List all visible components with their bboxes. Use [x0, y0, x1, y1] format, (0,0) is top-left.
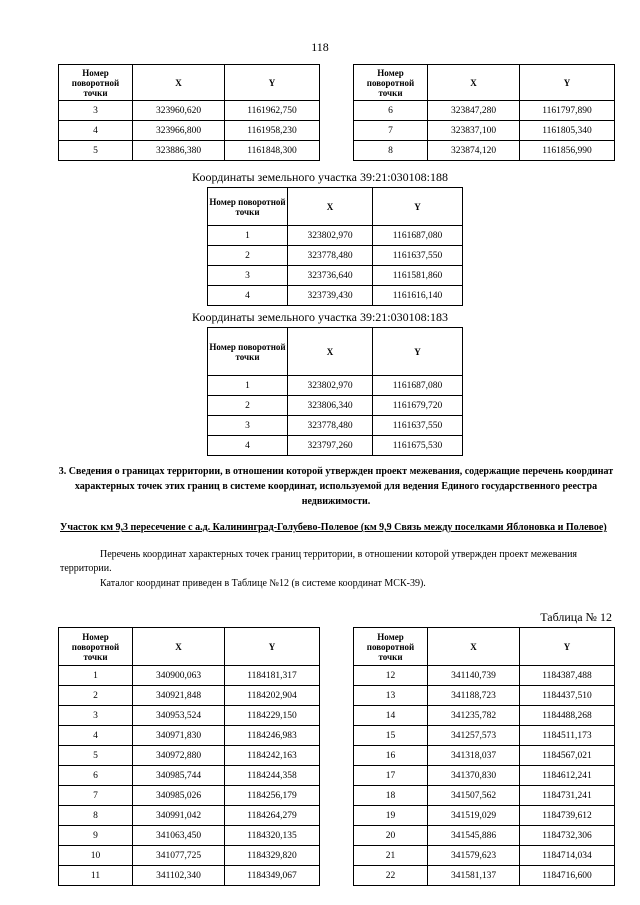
- col-header-x: X: [428, 628, 520, 666]
- point-number: 20: [354, 826, 428, 846]
- coord-x: 341140,739: [428, 666, 520, 686]
- coord-y: 1184567,021: [520, 746, 615, 766]
- table-row: [354, 766, 615, 786]
- parcel-188-caption: Координаты земельного участка 39:21:030108:188: [192, 170, 448, 184]
- parcel-183-table: [207, 327, 463, 456]
- table-12-label: Таблица № 12: [540, 610, 612, 624]
- point-number: 2: [208, 396, 288, 416]
- point-number: 12: [354, 666, 428, 686]
- point-number: 15: [354, 726, 428, 746]
- coord-x: 340971,830: [133, 726, 225, 746]
- point-number: 3: [208, 416, 288, 436]
- coord-x: 323802,970: [288, 226, 373, 246]
- coord-y: 1161637,550: [373, 416, 463, 436]
- coord-y: 1161856,990: [520, 141, 615, 161]
- point-number: 18: [354, 786, 428, 806]
- coord-y: 1184244,358: [225, 766, 320, 786]
- coord-y: 1184246,983: [225, 726, 320, 746]
- table-row: [208, 436, 463, 456]
- coord-y: 1184256,179: [225, 786, 320, 806]
- coord-y: 1161848,300: [225, 141, 320, 161]
- point-number: 4: [208, 436, 288, 456]
- point-number: 14: [354, 706, 428, 726]
- coord-y: 1184181,317: [225, 666, 320, 686]
- coord-x: 341077,725: [133, 846, 225, 866]
- table-row: [59, 726, 320, 746]
- table-row: [354, 826, 615, 846]
- coord-x: 323778,480: [288, 246, 373, 266]
- col-header-y: Y: [373, 328, 463, 376]
- table-row: [59, 686, 320, 706]
- table-row: [354, 141, 615, 161]
- coord-x: 323960,620: [133, 101, 225, 121]
- coord-x: 323778,480: [288, 416, 373, 436]
- point-number: 13: [354, 686, 428, 706]
- point-number: 6: [59, 766, 133, 786]
- table-row: [354, 786, 615, 806]
- parcel-188-table: [207, 187, 463, 306]
- coord-y: 1184387,488: [520, 666, 615, 686]
- point-number: 21: [354, 846, 428, 866]
- parcel-183-caption: Координаты земельного участка 39:21:030108:183: [192, 310, 448, 324]
- coord-y: 1161637,550: [373, 246, 463, 266]
- table-row: [208, 246, 463, 266]
- coord-x: 341318,037: [428, 746, 520, 766]
- coord-x: 341579,623: [428, 846, 520, 866]
- coord-x: 340900,063: [133, 666, 225, 686]
- paragraph-catalog: Каталог координат приведен в Таблице №12 (в системе координат МСК-39).: [100, 578, 426, 589]
- point-number: 22: [354, 866, 428, 886]
- point-number: 5: [59, 746, 133, 766]
- col-header-y: Y: [373, 188, 463, 226]
- coord-x: 323736,640: [288, 266, 373, 286]
- point-number: 1: [208, 226, 288, 246]
- coord-x: 341370,830: [428, 766, 520, 786]
- table-row: [59, 666, 320, 686]
- point-number: 2: [59, 686, 133, 706]
- coord-x: 340953,524: [133, 706, 225, 726]
- col-header-num: Номер поворотной точки: [354, 628, 428, 666]
- point-number: 7: [354, 121, 428, 141]
- point-number: 3: [59, 101, 133, 121]
- coord-y: 1184732,306: [520, 826, 615, 846]
- table-row: [208, 226, 463, 246]
- point-number: 1: [59, 666, 133, 686]
- col-header-y: Y: [520, 65, 615, 101]
- coord-y: 1184511,173: [520, 726, 615, 746]
- coord-y: 1161679,720: [373, 396, 463, 416]
- point-number: 2: [208, 246, 288, 266]
- col-header-y: Y: [225, 628, 320, 666]
- coord-y: 1184320,135: [225, 826, 320, 846]
- coord-y: 1161687,080: [373, 376, 463, 396]
- coord-y: 1184739,612: [520, 806, 615, 826]
- col-header-y: Y: [520, 628, 615, 666]
- coord-x: 323806,340: [288, 396, 373, 416]
- table-row: [354, 121, 615, 141]
- col-header-x: X: [133, 628, 225, 666]
- col-header-x: X: [288, 328, 373, 376]
- point-number: 4: [208, 286, 288, 306]
- table-12-right: [353, 627, 615, 886]
- coord-y: 1184229,150: [225, 706, 320, 726]
- table-row: [59, 766, 320, 786]
- section-heading: 3. Сведения о границах территории, в отношении которой утвержден проект межевания, содержащие перечень координат характерных точек этих границ в системе координат, используемой для ведения Единого государственного реестра недвижимости.: [58, 466, 614, 507]
- section-title: Участок км 9,3 пересечение с а.д. Калининград-Голубево-Полевое (км 9,9 Связь между поселками Яблоновка и Полевое): [60, 522, 607, 533]
- coord-x: 341102,340: [133, 866, 225, 886]
- table-row: [354, 846, 615, 866]
- coord-y: 1161675,530: [373, 436, 463, 456]
- coord-y: 1184242,163: [225, 746, 320, 766]
- coord-x: 323797,260: [288, 436, 373, 456]
- col-header-num: Номер поворотной точки: [208, 188, 288, 226]
- point-number: 4: [59, 121, 133, 141]
- table-row: [59, 786, 320, 806]
- table-row: [354, 686, 615, 706]
- table-row: [208, 286, 463, 306]
- coord-x: 340921,848: [133, 686, 225, 706]
- coord-x: 341545,886: [428, 826, 520, 846]
- table-row: [59, 706, 320, 726]
- coord-y: 1161616,140: [373, 286, 463, 306]
- coord-x: 341507,562: [428, 786, 520, 806]
- table-row: [354, 726, 615, 746]
- col-header-x: X: [133, 65, 225, 101]
- table-row: [208, 376, 463, 396]
- coord-y: 1161805,340: [520, 121, 615, 141]
- table-row: [354, 706, 615, 726]
- coord-y: 1161797,890: [520, 101, 615, 121]
- coord-x: 323837,100: [428, 121, 520, 141]
- coord-x: 341581,137: [428, 866, 520, 886]
- col-header-y: Y: [225, 65, 320, 101]
- coord-y: 1184264,279: [225, 806, 320, 826]
- table-row: [59, 866, 320, 886]
- col-header-num: Номер поворотной точки: [354, 65, 428, 101]
- coord-y: 1184329,820: [225, 846, 320, 866]
- top-right-table: [353, 64, 615, 161]
- table-row: [354, 806, 615, 826]
- top-left-table: [58, 64, 320, 161]
- coord-y: 1161687,080: [373, 226, 463, 246]
- table-row: [59, 101, 320, 121]
- table-12-left: [58, 627, 320, 886]
- point-number: 6: [354, 101, 428, 121]
- point-number: 10: [59, 846, 133, 866]
- coord-x: 340991,042: [133, 806, 225, 826]
- point-number: 9: [59, 826, 133, 846]
- col-header-num: Номер поворотной точки: [59, 65, 133, 101]
- coord-y: 1184349,067: [225, 866, 320, 886]
- point-number: 4: [59, 726, 133, 746]
- table-row: [208, 266, 463, 286]
- point-number: 1: [208, 376, 288, 396]
- point-number: 11: [59, 866, 133, 886]
- table-row: [354, 866, 615, 886]
- coord-y: 1184612,241: [520, 766, 615, 786]
- col-header-x: X: [428, 65, 520, 101]
- coord-x: 340985,744: [133, 766, 225, 786]
- coord-y: 1161958,230: [225, 121, 320, 141]
- coord-x: 323802,970: [288, 376, 373, 396]
- point-number: 3: [59, 706, 133, 726]
- table-row: [354, 101, 615, 121]
- coord-x: 341257,573: [428, 726, 520, 746]
- coord-x: 323874,120: [428, 141, 520, 161]
- table-row: [59, 806, 320, 826]
- point-number: 8: [354, 141, 428, 161]
- point-number: 16: [354, 746, 428, 766]
- table-row: [208, 416, 463, 436]
- coord-x: 323966,800: [133, 121, 225, 141]
- point-number: 3: [208, 266, 288, 286]
- point-number: 7: [59, 786, 133, 806]
- coord-y: 1184714,034: [520, 846, 615, 866]
- col-header-num: Номер поворотной точки: [208, 328, 288, 376]
- coord-y: 1184437,510: [520, 686, 615, 706]
- point-number: 19: [354, 806, 428, 826]
- table-row: [59, 121, 320, 141]
- point-number: 8: [59, 806, 133, 826]
- coord-x: 340972,880: [133, 746, 225, 766]
- coord-x: 340985,026: [133, 786, 225, 806]
- coord-y: 1184731,241: [520, 786, 615, 806]
- coord-x: 323886,380: [133, 141, 225, 161]
- point-number: 5: [59, 141, 133, 161]
- coord-x: 341235,782: [428, 706, 520, 726]
- table-row: [59, 826, 320, 846]
- col-header-num: Номер поворотной точки: [59, 628, 133, 666]
- coord-y: 1184488,268: [520, 706, 615, 726]
- coord-x: 341063,450: [133, 826, 225, 846]
- coord-x: 341519,029: [428, 806, 520, 826]
- coord-x: 323847,280: [428, 101, 520, 121]
- table-row: [208, 396, 463, 416]
- table-row: [354, 746, 615, 766]
- point-number: 17: [354, 766, 428, 786]
- table-row: [59, 846, 320, 866]
- table-row: [354, 666, 615, 686]
- coord-y: 1184716,600: [520, 866, 615, 886]
- col-header-x: X: [288, 188, 373, 226]
- paragraph-list: Перечень координат характерных точек границ территории, в отношении которой утвержден проект межевания территории.: [60, 549, 578, 574]
- table-row: [59, 746, 320, 766]
- page-number: 118: [311, 40, 329, 54]
- coord-y: 1161581,860: [373, 266, 463, 286]
- coord-x: 341188,723: [428, 686, 520, 706]
- table-row: [59, 141, 320, 161]
- coord-y: 1161962,750: [225, 101, 320, 121]
- coord-x: 323739,430: [288, 286, 373, 306]
- coord-y: 1184202,904: [225, 686, 320, 706]
